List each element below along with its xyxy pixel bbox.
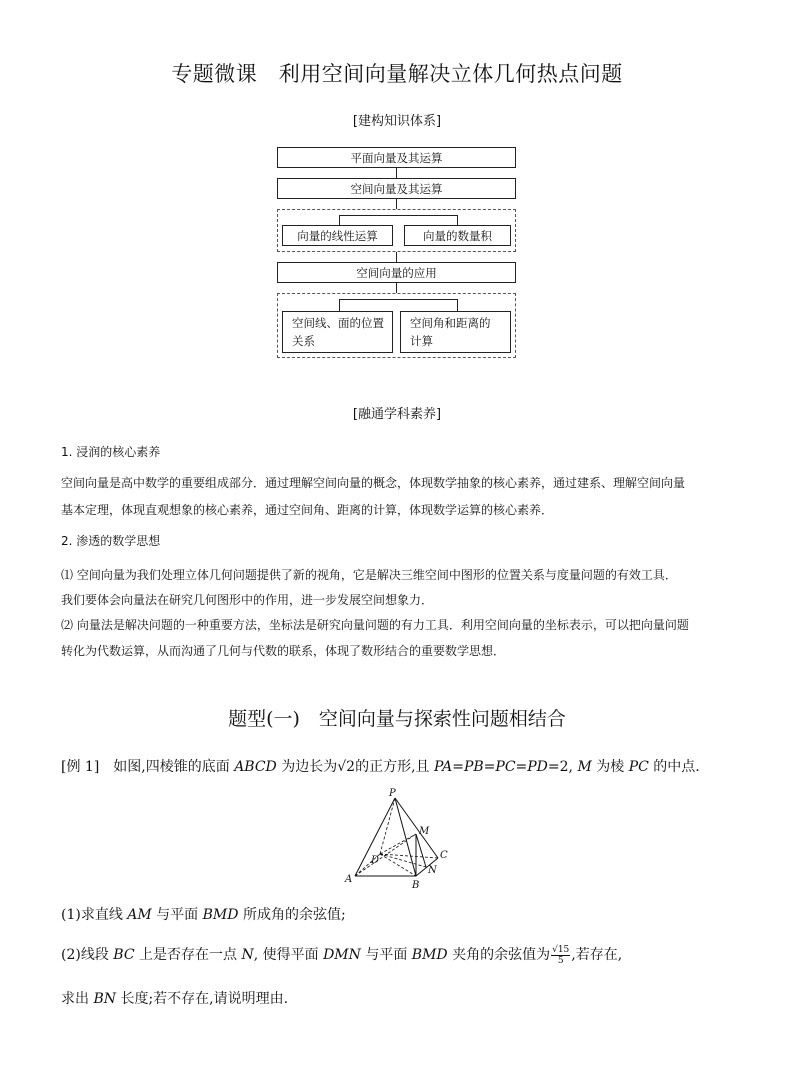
flow-box-angle-distance	[400, 311, 511, 353]
fraction-numerator: √15	[552, 944, 570, 955]
flow-box-plane-vector: 平面向量及其运算	[277, 147, 516, 168]
item1-title: 1. 浸润的核心素养	[61, 445, 161, 459]
example-text: 为边长为	[276, 759, 338, 775]
example-equation: PA=PB=PC=PD=	[433, 759, 560, 775]
example-text: 2,	[559, 759, 578, 775]
edge-PD	[380, 798, 395, 854]
flow-connector	[457, 215, 458, 225]
problem-type-heading: 题型(一) 空间向量与探索性问题相结合	[228, 708, 566, 730]
q-var: BMD	[202, 907, 239, 923]
example-var: PC	[628, 759, 649, 775]
q-text: 求出	[61, 991, 94, 1007]
flow-connector	[396, 168, 397, 178]
q-var: AM	[127, 907, 152, 923]
q-text: (2)线段	[61, 947, 114, 963]
question-2	[61, 944, 622, 966]
q-text: 长度;若不存在,请说明理由.	[116, 991, 289, 1007]
q-text: 与平面	[360, 947, 412, 963]
label-C: C	[440, 850, 448, 861]
q-text: ,若存在,	[571, 947, 623, 963]
item2-line1: ⑴ 空间向量为我们处理立体几何问题提供了新的视角，它是解决三维空间中图形的位置关系与度量问题的有效工具．	[61, 568, 677, 582]
item2-title: 2. 渗透的数学思想	[61, 534, 161, 548]
sqrt-2: √2	[337, 759, 356, 775]
item1-line2: 基本定理，体现直观想象的核心素养，通过空间角、距离的计算，体现数学运算的核心素养．	[61, 503, 554, 517]
flow-connector	[339, 299, 340, 311]
example-text: 为棱	[591, 759, 629, 775]
flow-connector	[396, 199, 397, 209]
example-var: ABCD	[234, 759, 277, 775]
example-text: 的正方形,且	[355, 759, 434, 775]
page-title: 专题微课 利用空间向量解决立体几何热点问题	[171, 62, 623, 86]
flow-box-dot-product: 向量的数量积	[404, 225, 511, 246]
label-D: D	[371, 855, 380, 866]
flow-connector	[457, 299, 458, 311]
pyramid-figure	[340, 786, 460, 896]
item2-line2: 我们要体会向量法在研究几何图形中的作用，进一步发展空间想象力．	[61, 593, 434, 607]
q-text: 与平面	[151, 907, 203, 923]
edge-PB	[395, 798, 416, 876]
flow-box-position-relation-line1: 空间线、面的位置	[292, 316, 384, 330]
label-N: N	[428, 865, 437, 876]
example-1-statement	[61, 756, 781, 776]
q-var: DMN	[323, 947, 361, 963]
edge-DM	[380, 834, 416, 854]
label-M: M	[419, 826, 430, 837]
flow-box-position-relation-line2: 关系	[292, 334, 315, 348]
flow-connector	[339, 299, 457, 300]
flow-connector	[339, 215, 457, 216]
q-text: , 使得平面	[253, 947, 324, 963]
q-var: N	[241, 947, 254, 963]
section-knowledge-system: [建构知识体系]	[352, 114, 442, 129]
q-var: BC	[113, 947, 135, 963]
q-text: 夹角的余弦值为	[447, 947, 551, 963]
flow-box-angle-distance-line2: 计算	[410, 334, 433, 348]
example-tag: [例 1]	[61, 759, 100, 775]
question-2-line2	[61, 988, 288, 1008]
label-B: B	[412, 880, 420, 891]
flow-box-application: 空间向量的应用	[277, 262, 516, 283]
question-1	[61, 904, 346, 924]
q-text: (1)求直线	[61, 907, 128, 923]
flow-box-space-vector: 空间向量及其运算	[277, 178, 516, 199]
label-A: A	[345, 874, 353, 885]
q-var: BMD	[411, 947, 448, 963]
q-text: 所成角的余弦值;	[238, 907, 346, 923]
flow-box-position-relation	[282, 311, 393, 353]
q-text: 上是否存在一点	[134, 947, 242, 963]
flow-box-angle-distance-line1: 空间角和距离的	[410, 316, 491, 330]
label-P: P	[389, 788, 396, 799]
item2-line4: 转化为代数运算，从而沟通了几何与代数的联系，体现了数形结合的重要数学思想．	[61, 644, 506, 658]
fraction-denominator: 5	[557, 955, 564, 966]
flow-connector	[396, 283, 397, 293]
edge-DN	[380, 854, 426, 867]
section-discipline-literacy: [融通学科素养]	[352, 407, 442, 422]
fraction-sqrt15-over-5	[551, 945, 570, 966]
item2-line3: ⑵ 向量法是解决问题的一种重要方法，坐标法是研究向量问题的有力工具．利用空间向量的坐标表示，可以把向量问题	[61, 618, 689, 632]
flow-connector	[396, 252, 397, 262]
flow-connector	[339, 215, 340, 225]
item1-line1: 空间向量是高中数学的重要组成部分．通过理解空间向量的概念，体现数学抽象的核心素养，通过建系、理解空间向量	[61, 476, 686, 490]
q-var: BN	[93, 991, 116, 1007]
edge-DC	[380, 854, 438, 858]
flow-box-linear-operation: 向量的线性运算	[282, 225, 393, 246]
example-text: 的中点.	[648, 759, 700, 775]
edge-AM	[355, 834, 416, 876]
example-var: M	[577, 759, 592, 775]
example-text: 如图,四棱锥的底面	[113, 759, 235, 775]
